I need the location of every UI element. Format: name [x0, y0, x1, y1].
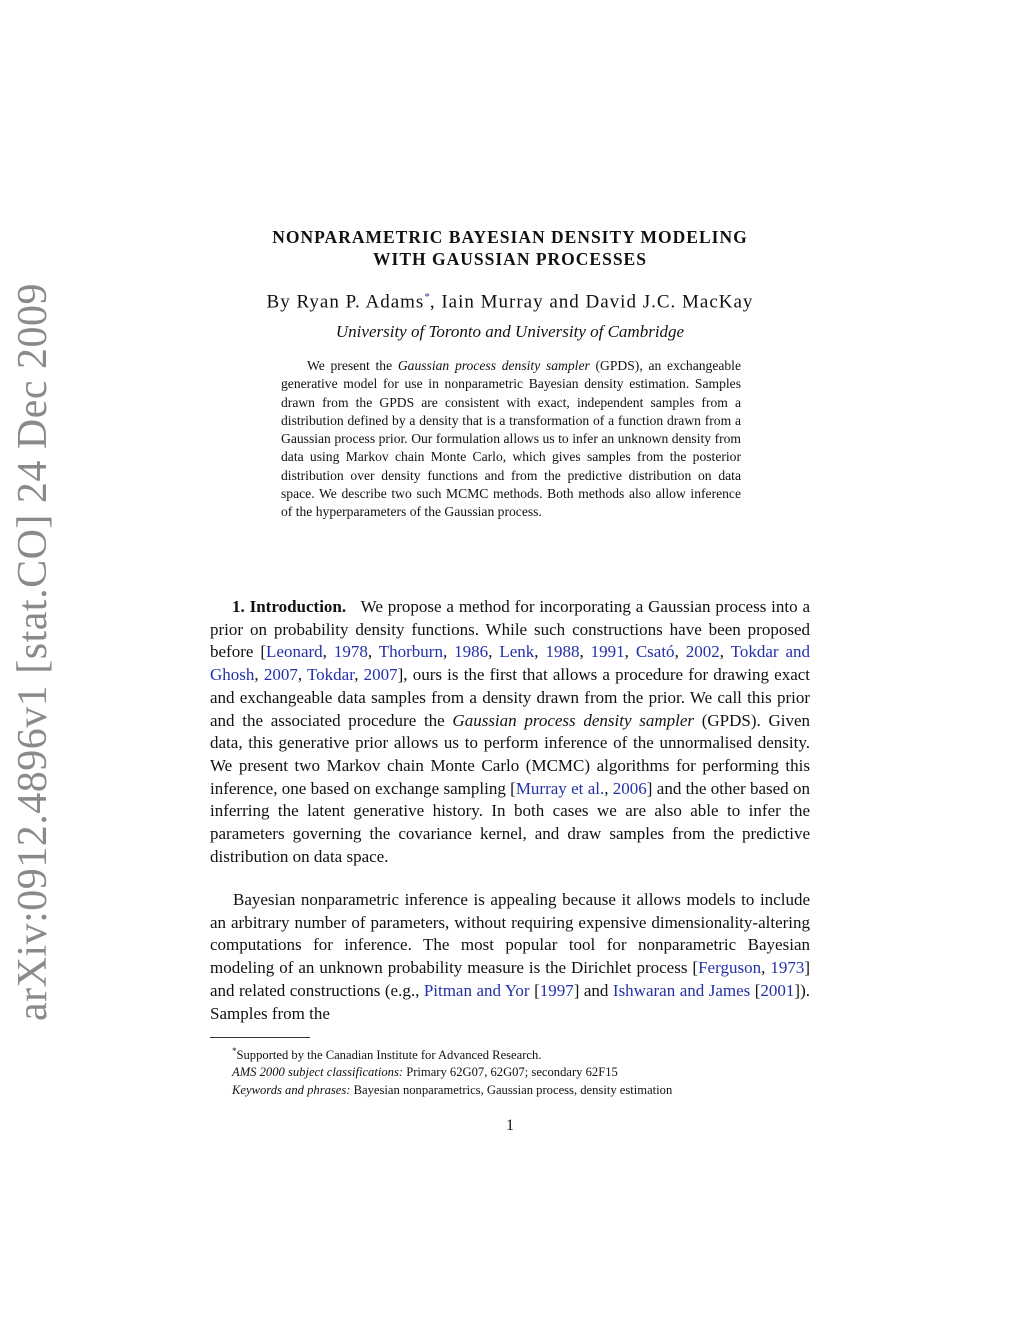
- footnote-keywords: [210, 1082, 810, 1099]
- body-text: ] and related constructions (e.g.,: [210, 958, 810, 1000]
- footnote-ams: [210, 1064, 810, 1081]
- citation-link[interactable]: Tokdar and Ghosh: [210, 642, 811, 685]
- body-text: We propose a method for incorporating a Gaussian process into a prior on probability density functions. While such constructions have been proposed before [: [210, 597, 810, 662]
- arxiv-side-stamp: [0, 0, 66, 1325]
- citation-link[interactable]: Leonard: [266, 642, 323, 662]
- citation-sep: ,: [719, 642, 731, 662]
- citation-sep: ,: [367, 642, 379, 662]
- citation-sep: ,: [488, 642, 500, 662]
- citation-link[interactable]: 2001: [760, 980, 795, 1000]
- footnote-divider: [210, 1037, 310, 1038]
- citation-sep: ,: [297, 665, 307, 685]
- citation-link[interactable]: 1986: [454, 642, 489, 662]
- footnotes: [210, 1043, 810, 1099]
- body-text: (GPDS). Given data, this generative prior allows us to perform inference of the unnormalised density. We present two Markov chain Monte Carlo (MCMC) algorithms for performing this inference, one based on exchange sampling [: [210, 710, 810, 798]
- citation-link[interactable]: Ishwaran and James: [612, 980, 751, 1000]
- citation-link[interactable]: Pitman and Yor: [423, 980, 530, 1000]
- intro-paragraph-2: [210, 889, 810, 1025]
- citation-sep: ,: [674, 642, 686, 662]
- body-text: ] and the other based on inferring the latent generative history. In both cases we are also able to infer the parameters governing the covariance kernel, and draw samples from the predictive distribution on data space.: [210, 778, 810, 866]
- footnote-text: Primary 62G07, 62G07; secondary 62F15: [403, 1065, 618, 1080]
- citation-link[interactable]: Tokdar: [306, 665, 355, 685]
- citation-sep: ,: [579, 642, 591, 662]
- citation-sep: ,: [442, 642, 455, 662]
- citation-link[interactable]: 2002: [685, 642, 720, 662]
- citation-link[interactable]: 2007: [263, 665, 298, 685]
- section-title: Introduction.: [249, 597, 347, 616]
- citation-sep: [: [529, 980, 540, 1000]
- author-footnote-marker[interactable]: *: [424, 291, 430, 303]
- citation-sep: ,: [254, 665, 264, 685]
- citation-sep: ,: [534, 642, 546, 662]
- citation-link[interactable]: 1988: [545, 642, 580, 662]
- footnote-label: AMS 2000 subject classifications:: [232, 1065, 404, 1080]
- citation-link[interactable]: 2007: [363, 665, 398, 685]
- abstract-emphasis: Gaussian process density sampler: [397, 358, 590, 373]
- section-number: 1.: [232, 597, 245, 616]
- citation-sep: ,: [624, 642, 636, 662]
- arxiv-identifier: arXiv:0912.4896v1 [stat.CO] 24 Dec 2009: [10, 282, 56, 1022]
- footnote-marker: *: [232, 1046, 237, 1056]
- citation-sep: ,: [604, 778, 613, 798]
- affiliation: University of Toronto and University of Cambridge: [335, 322, 685, 341]
- author-line: [210, 291, 810, 313]
- citation-link[interactable]: Ferguson: [698, 958, 762, 978]
- footnote-text: Bayesian nonparametrics, Gaussian process, density estimation: [350, 1082, 673, 1097]
- section-heading: [210, 597, 346, 616]
- title-line-1: NONPARAMETRIC BAYESIAN DENSITY MODELING: [272, 227, 748, 247]
- citation-link[interactable]: 1991: [590, 642, 625, 662]
- intro-paragraph-1: [210, 596, 810, 868]
- citation-sep: ] and: [573, 980, 613, 1000]
- body-emphasis: Gaussian process density sampler: [452, 710, 694, 730]
- paper-title: [210, 226, 810, 270]
- title-line-2: WITH GAUSSIAN PROCESSES: [373, 249, 647, 269]
- citation-link[interactable]: 1973: [770, 958, 805, 978]
- citation-sep: ,: [322, 642, 334, 662]
- citation-sep: [: [750, 980, 761, 1000]
- citation-link[interactable]: Lenk: [499, 642, 535, 662]
- citation-sep: ,: [761, 958, 771, 978]
- author-first: By Ryan P. Adams: [266, 291, 425, 313]
- citation-link[interactable]: 1978: [333, 642, 368, 662]
- abstract-text: We present the: [307, 358, 398, 373]
- footnote-text: Supported by the Canadian Institute for Advanced Research.: [236, 1048, 542, 1063]
- citation-link[interactable]: Csató: [635, 642, 675, 662]
- body-text: ], ours is the first that allows a procedure for drawing exact and exchangeable data samples from a density drawn from the prior. We call this prior and the associated procedure the: [210, 665, 811, 730]
- body-text: Bayesian nonparametric inference is appealing because it allows models to include an arbitrary number of parameters, without requiring expensive dimensionality-altering computations for inference. The most popular tool for nonparametric Bayesian modeling of an unknown probability measure is the Dirichlet process [: [210, 890, 810, 978]
- citation-link[interactable]: Thorburn: [378, 642, 443, 662]
- citation-sep: ,: [354, 665, 364, 685]
- citation-link[interactable]: Murray et al.: [515, 778, 605, 798]
- author-others: , Iain Murray and David J.C. MacKay: [429, 291, 754, 313]
- footnote-support: [210, 1043, 810, 1064]
- citation-link[interactable]: 1997: [539, 980, 574, 1000]
- abstract: [281, 357, 741, 522]
- footnote-label: Keywords and phrases:: [232, 1082, 351, 1097]
- citation-link[interactable]: 2006: [612, 778, 647, 798]
- abstract-text: (GPDS), an exchangeable generative model for use in nonparametric Bayesian density estimation. Samples drawn from the GPDS are consistent with exact, independent samples from a distribution defined by a density that is a transformation of a function drawn from a Gaussian process prior. Our formulation allows us to infer an unknown density from data using Markov chain Monte Carlo, which gives samples from the posterior distribution over density functions and from the predictive distribution on data space. We describe two such MCMC methods. Both methods also allow inference of the hyperparameters of the Gaussian process.: [281, 358, 741, 520]
- body-text: ]). Samples from the: [210, 980, 810, 1023]
- page-number: 1: [506, 1117, 514, 1134]
